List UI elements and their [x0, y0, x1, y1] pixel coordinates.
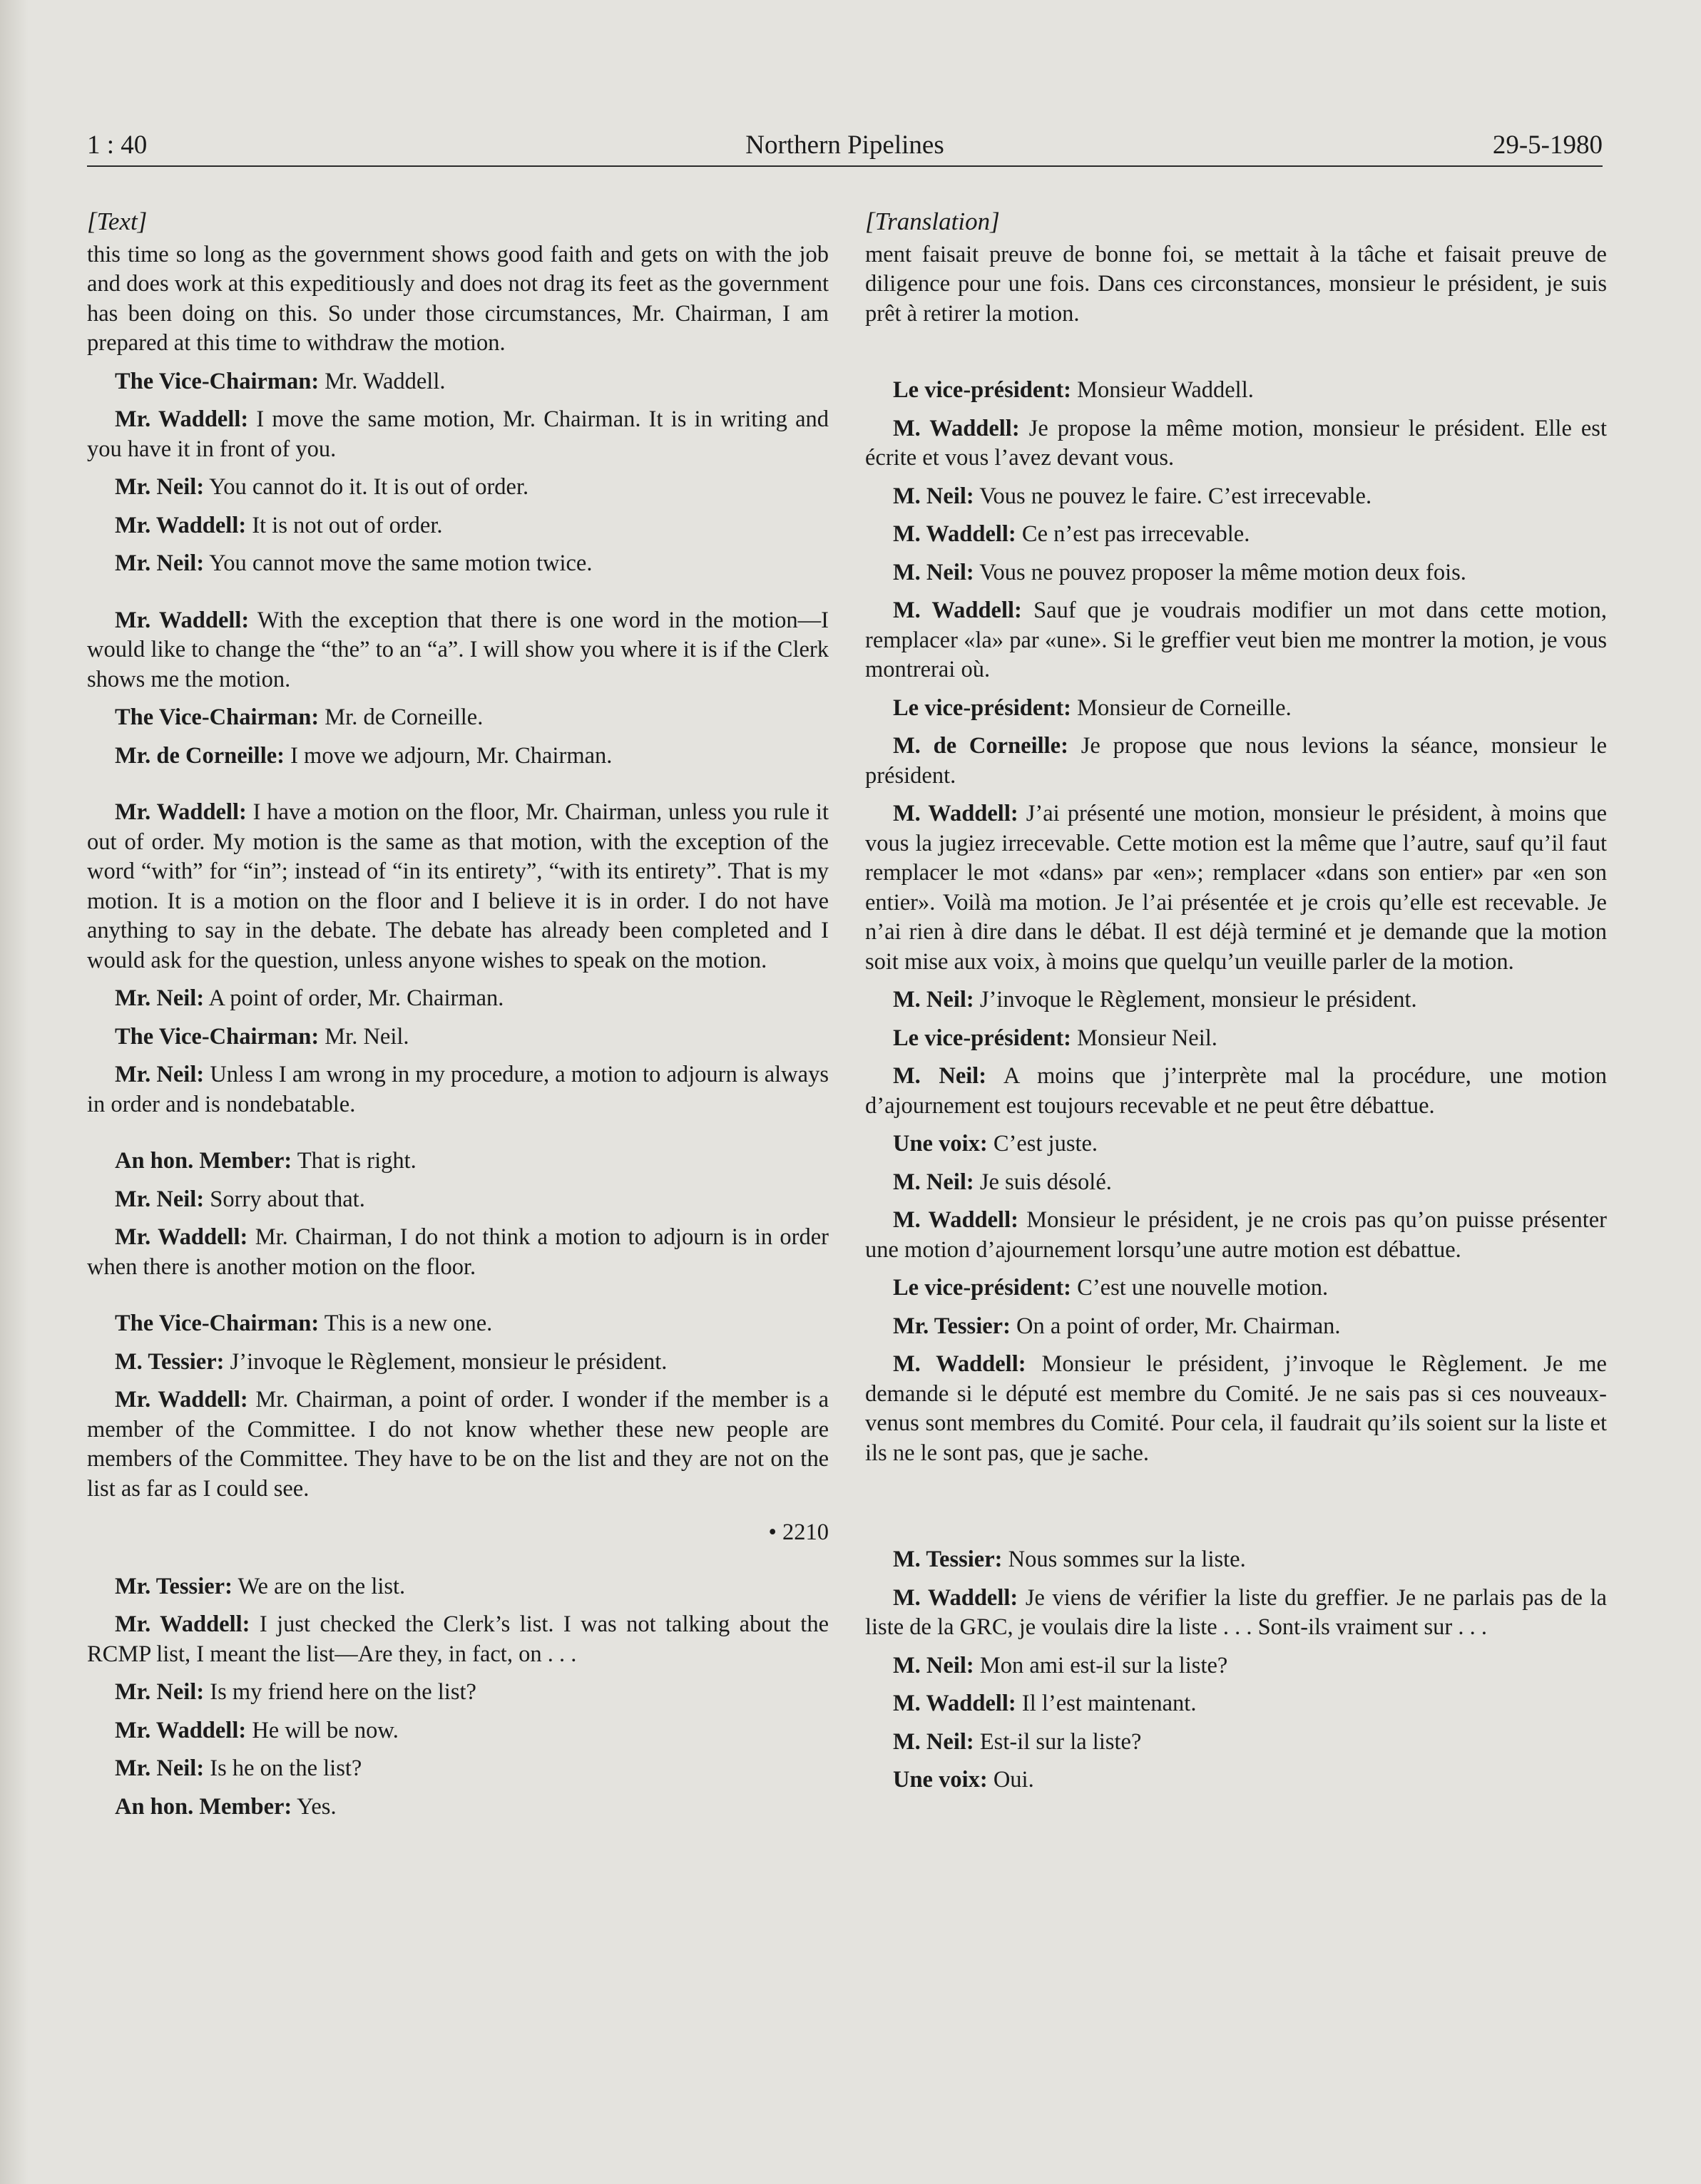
time-marker: • 2210: [768, 1519, 829, 1545]
speaker-name: M. Tessier:: [893, 1547, 1003, 1572]
speech-text: J’invoque le Règlement, monsieur le président.: [224, 1348, 668, 1375]
speech-text: Monsieur de Corneille.: [1071, 694, 1292, 721]
speaker-name: M. Neil:: [893, 1652, 974, 1678]
speech: [87, 1309, 829, 1339]
speech-text: Sauf que je voudrais modifier un mot dans cette motion, remplacer «la» par «une». Si le greffier veut bien me montrer la motion, je vous montrerai où.: [865, 598, 1607, 682]
speaker-name: Mr. Waddell:: [115, 1387, 248, 1413]
speech-text: We are on the list.: [232, 1573, 406, 1599]
speech-text: Nous sommes sur la liste.: [1002, 1547, 1246, 1572]
speech-text: Is he on the list?: [204, 1755, 362, 1781]
speech: [865, 376, 1607, 406]
speaker-name: The Vice-Chairman:: [115, 704, 320, 730]
speech-text: Mr. Neil.: [319, 1023, 409, 1050]
paragraph: this time so long as the government shows good faith and gets on with the job and does work at this expeditiously and does not drag its feet as the government has been doing on this. So under those circumstances, Mr. Chairman, I am prepared at this time to withdraw the motion.: [87, 241, 829, 356]
speech: [865, 1312, 1607, 1342]
speaker-name: M. de Corneille:: [893, 733, 1068, 759]
speaker-name: M. Waddell:: [893, 598, 1022, 623]
speech: [87, 1022, 829, 1052]
speech: [87, 606, 829, 695]
speaker-name: M. Waddell:: [893, 1584, 1018, 1611]
speech: [87, 1678, 829, 1708]
speech-text: Monsieur Neil.: [1071, 1025, 1217, 1051]
speech-text: I move the same motion, Mr. Chairman. It is in writing and you have it in front of you.: [87, 406, 829, 462]
speech: [87, 1385, 829, 1504]
speech: [865, 1584, 1607, 1643]
speech-text: I just checked the Clerk’s list. I was not talking about the RCMP list, I meant the list—Are they, in fact, on . . .: [87, 1611, 829, 1667]
spacer: [87, 588, 829, 606]
speech-text: That is right.: [292, 1148, 417, 1174]
speaker-name: M. Waddell:: [893, 521, 1016, 547]
speech: [865, 985, 1607, 1015]
speech: [865, 1765, 1607, 1795]
speaker-name: Mr. Waddell:: [115, 512, 247, 538]
speech: [87, 1147, 829, 1176]
header-rule: [87, 165, 1603, 167]
speaker-name: M. Neil:: [893, 1063, 987, 1089]
speech: [865, 1273, 1607, 1303]
speech-text: Unless I am wrong in my procedure, a motion to adjourn is always in order and is nondebatable.: [87, 1062, 829, 1117]
speech: [865, 596, 1607, 685]
speech-text: He will be now.: [246, 1717, 399, 1743]
spacer: [87, 1291, 829, 1309]
speech: [865, 1206, 1607, 1265]
speech: [865, 558, 1607, 588]
speech-text: Vous ne pouvez proposer la même motion deux fois.: [974, 559, 1466, 585]
speech-text: Is my friend here on the list?: [204, 1679, 476, 1705]
speech: [87, 1754, 829, 1784]
speech-text: Mr. Chairman, a point of order. I wonder if the member is a member of the Committee. I do not know whether these new people are members of the Committee. They have to be on the list and they are not on the list as far as I could see.: [87, 1387, 829, 1502]
speech-text: You cannot do it. It is out of order.: [204, 474, 529, 500]
speaker-name: Mr. Neil:: [115, 474, 205, 500]
speaker-name: Mr. Waddell:: [115, 799, 247, 825]
speech-text: Vous ne pouvez le faire. C’est irrecevable.: [974, 483, 1372, 509]
speech-text: Monsieur le président, je ne crois pas qu’on puisse présenter une motion d’ajournement lorsqu’une autre motion est débattue.: [865, 1207, 1607, 1263]
paragraph: ment faisait preuve de bonne foi, se mettait à la tâche et faisait preuve de diligence pour une fois. Dans ces circonstances, monsieur le président, je suis prêt à retirer la motion.: [865, 241, 1607, 327]
speech: [865, 1024, 1607, 1054]
speech-text: I move we adjourn, Mr. Chairman.: [284, 742, 613, 769]
speech-text: Je suis désolé.: [974, 1169, 1112, 1195]
speech: [865, 1651, 1607, 1681]
speaker-name: M. Neil:: [893, 1169, 974, 1195]
speech-text: Mon ami est-il sur la liste?: [974, 1652, 1228, 1678]
speech: [87, 367, 829, 397]
speech: [865, 414, 1607, 473]
speech-text: Je propose que nous levions la séance, monsieur le président.: [865, 733, 1607, 789]
speech-text: Ce n’est pas irrecevable.: [1016, 521, 1250, 547]
speaker-name: Le vice-président:: [893, 1275, 1072, 1301]
speech: [865, 1350, 1607, 1468]
speech-text: Je viens de vérifier la liste du greffier. Je ne parlais pas de la liste de la GRC, je voulais dire la liste . . . Sont-ils vraiment sur . . .: [865, 1584, 1607, 1640]
speech-text: A point of order, Mr. Chairman.: [204, 985, 504, 1011]
speaker-name: An hon. Member:: [115, 1793, 292, 1820]
speaker-name: Une voix:: [893, 1767, 988, 1793]
speech: [865, 799, 1607, 977]
speaker-name: M. Neil:: [893, 1728, 974, 1755]
speech-text: You cannot move the same motion twice.: [204, 550, 593, 576]
speech-text: Oui.: [987, 1767, 1034, 1793]
speaker-name: Mr. Waddell:: [115, 607, 250, 633]
page-header: [87, 130, 1603, 165]
speaker-name: An hon. Member:: [115, 1148, 292, 1174]
speech: [87, 473, 829, 503]
column-tag: [Text]: [87, 207, 148, 235]
speech: [865, 1168, 1607, 1198]
speech: [865, 1129, 1607, 1159]
speech: [865, 1545, 1607, 1575]
speaker-name: The Vice-Chairman:: [115, 368, 320, 394]
spacer: [87, 1128, 829, 1147]
speaker-name: M. Waddell:: [893, 801, 1018, 826]
speech: [865, 520, 1607, 550]
page-number: 1 : 40: [87, 130, 148, 160]
speaker-name: Mr. Waddell:: [115, 1224, 248, 1250]
speech: [865, 1728, 1607, 1758]
speaker-name: Mr. de Corneille:: [115, 742, 285, 769]
speech: [87, 742, 829, 771]
speaker-name: Mr. Neil:: [115, 550, 205, 576]
speech: [87, 549, 829, 579]
speech-text: Mr. Waddell.: [319, 368, 446, 394]
speaker-name: Mr. Waddell:: [115, 406, 249, 432]
speech: [865, 1062, 1607, 1121]
speaker-name: M. Waddell:: [893, 1691, 1016, 1716]
speech-text: Je propose la même motion, monsieur le président. Elle est écrite et vous l’avez devant vous.: [865, 415, 1607, 471]
speech: [87, 984, 829, 1014]
speech-text: C’est une nouvelle motion.: [1071, 1275, 1329, 1301]
speaker-name: M. Tessier:: [115, 1348, 225, 1375]
speaker-name: M. Neil:: [893, 559, 974, 585]
speech: [87, 703, 829, 733]
speaker-name: Mr. Tessier:: [115, 1573, 233, 1599]
speech-text: With the exception that there is one word in the motion—I would like to change the “the” to an “a”. I will show you where it is if the Clerk shows me the motion.: [87, 607, 829, 692]
speaker-name: Mr. Neil:: [115, 1679, 205, 1705]
running-title: Northern Pipelines: [745, 130, 944, 160]
speech-text: Monsieur Waddell.: [1071, 377, 1254, 403]
speaker-name: Mr. Neil:: [115, 1186, 205, 1212]
speaker-name: Mr. Tessier:: [893, 1313, 1011, 1339]
page-date: 29-5-1980: [1492, 130, 1603, 160]
speaker-name: Mr. Waddell:: [115, 1717, 247, 1743]
speaker-name: Le vice-président:: [893, 694, 1072, 721]
speech-text: This is a new one.: [319, 1311, 493, 1336]
speech-text: Sorry about that.: [204, 1186, 365, 1212]
french-column: [865, 207, 1607, 1804]
speech-text: J’invoque le Règlement, monsieur le président.: [974, 987, 1417, 1012]
speech-text: Il l’est maintenant.: [1016, 1691, 1197, 1716]
speaker-name: M. Waddell:: [893, 415, 1020, 441]
speaker-name: The Vice-Chairman:: [115, 1311, 320, 1336]
speech: [87, 1185, 829, 1215]
speech-text: On a point of order, Mr. Chairman.: [1010, 1313, 1341, 1339]
speech-text: I have a motion on the floor, Mr. Chairman, unless you rule it out of order. My motion is the same as that motion, with the exception of the word “with” for “in”; instead of “in its entirety”, “with its entirety”. That is my motion. It is a motion on the floor and I believe it is in order. I do not have anything to say in the debate. The debate has already been completed and I would ask for the question, unless anyone wishes to speak on the motion.: [87, 799, 829, 973]
speaker-name: M. Waddell:: [893, 1207, 1018, 1233]
speech: [865, 694, 1607, 724]
spacer: [865, 1477, 1607, 1545]
speaker-name: Mr. Neil:: [115, 1755, 205, 1781]
speech-text: A moins que j’interprète mal la procédure, une motion d’ajournement est toujours recevable et ne peut être débattue.: [865, 1063, 1607, 1119]
speaker-name: Mr. Waddell:: [115, 1611, 250, 1637]
speech-text: Yes.: [292, 1793, 337, 1820]
speaker-name: M. Neil:: [893, 987, 974, 1012]
speaker-name: M. Waddell:: [893, 1351, 1026, 1377]
speech: [87, 1060, 829, 1119]
speech: [87, 1793, 829, 1822]
english-column: [87, 207, 829, 1830]
speech: [87, 405, 829, 464]
speech: [87, 1572, 829, 1602]
speech-text: J’ai présenté une motion, monsieur le président, à moins que vous la jugiez irrecevable. Cette motion est la même que l’autre, sauf qu’il faut remplacer le mot «dans» par «en»; remplacer «dans son entier» par «en son entier». Voilà ma motion. Je l’ai présentée et je crois qu’elle est recevable. Je n’ai rien à dire dans le débat. Il est déjà terminé et je demande que la motion soit mise aux voix, à moins que quelqu’un veuille parler de la motion.: [865, 801, 1607, 975]
speech: [87, 1348, 829, 1378]
speaker-name: The Vice-Chairman:: [115, 1023, 320, 1050]
speech-text: It is not out of order.: [246, 512, 443, 538]
speech-text: Est-il sur la liste?: [974, 1728, 1142, 1755]
speech: [865, 482, 1607, 512]
speaker-name: Le vice-président:: [893, 1025, 1072, 1051]
speech: [865, 1689, 1607, 1719]
speaker-name: M. Neil:: [893, 483, 974, 509]
speech-text: Monsieur le président, j’invoque le Règlement. Je me demande si le député est membre du Comité. Je ne sais pas si ces nouveaux-venus sont membres du Comité. Pour cela, il faudrait qu’ils soient sur la liste et ils ne le sont pas, que je sache.: [865, 1351, 1607, 1466]
speech: [87, 1716, 829, 1746]
speech: [865, 732, 1607, 791]
speaker-name: Une voix:: [893, 1131, 988, 1157]
speech: [87, 1610, 829, 1669]
column-tag: [Translation]: [865, 207, 1000, 235]
speaker-name: Mr. Neil:: [115, 985, 205, 1011]
speaker-name: Le vice-président:: [893, 377, 1072, 403]
speech: [87, 798, 829, 975]
speech-text: C’est juste.: [987, 1131, 1098, 1157]
page-edge-shadow: [0, 0, 29, 2184]
spacer: [865, 337, 1607, 376]
speech-text: Mr. Chairman, I do not think a motion to adjourn is in order when there is another motion on the floor.: [87, 1224, 829, 1280]
speech: [87, 1223, 829, 1282]
spacer: [87, 779, 829, 798]
speech: [87, 511, 829, 541]
speech-text: Mr. de Corneille.: [319, 704, 484, 730]
speaker-name: Mr. Neil:: [115, 1062, 205, 1087]
